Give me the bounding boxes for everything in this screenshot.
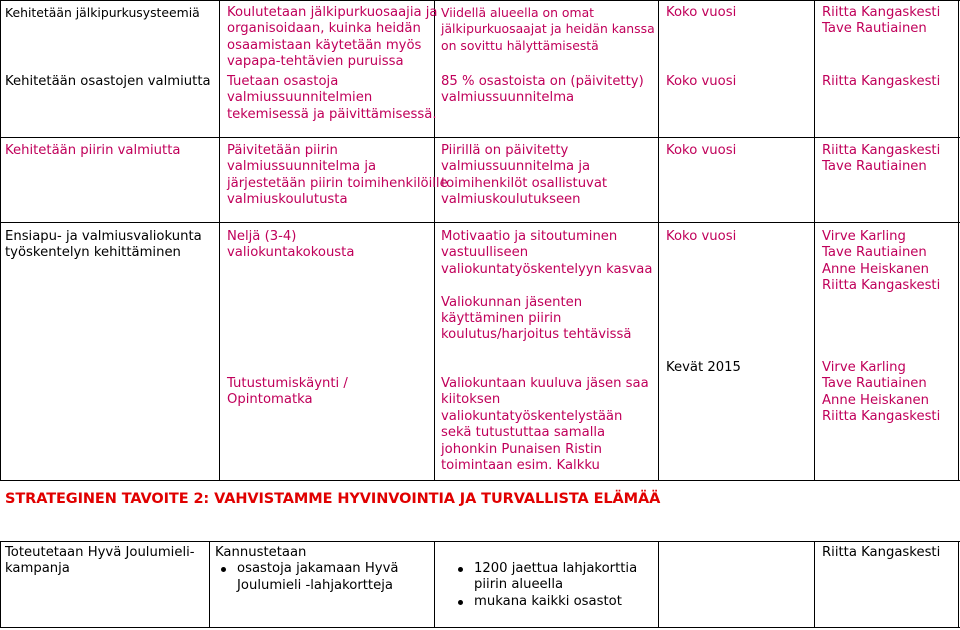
measure-cell: Motivaatio ja sitoutuminen vastuulliseen valiokuntatyöskentelyyn kasvaa Valiokunnan jäsenten käyttäminen piirin koulutus/harjoitus tehtävissä xyxy=(441,229,653,343)
column-separator xyxy=(814,541,815,628)
row-separator xyxy=(0,222,960,223)
action-cell: Koulutetaan jälkipurkuosaajia ja organisoidaan, kuinka heidän osaamistaan käytetään myös vapapa-tehtävien puruissa xyxy=(227,5,438,70)
action-cell: Neljä (3-4) valiokuntakokousta xyxy=(227,229,355,261)
goal-cell: Kehitetään jälkipurkusysteemiä xyxy=(5,5,200,20)
responsible-cell: Riitta Kangaskesti Tave Rautiainen xyxy=(822,143,941,175)
goal-cell: Kehitetään osastojen valmiutta xyxy=(5,74,211,89)
section-heading: STRATEGINEN TAVOITE 2: VAHVISTAMME HYVINVOINTIA JA TURVALLISTA ELÄMÄÄ xyxy=(5,491,661,507)
blank-line xyxy=(441,278,652,294)
action-bullet-list xyxy=(215,561,398,594)
table-border-top xyxy=(0,0,960,1)
measure-cell xyxy=(452,561,637,610)
schedule-cell: Koko vuosi xyxy=(666,5,737,20)
goal-cell: Ensiapu- ja valmiusvaliokunta työskentelyn kehittäminen xyxy=(5,229,202,261)
column-separator xyxy=(434,0,435,481)
column-separator xyxy=(209,541,210,628)
column-separator xyxy=(658,0,659,481)
measure-bullet-list xyxy=(452,561,637,610)
table-border-bottom xyxy=(0,627,960,628)
row-separator xyxy=(0,137,960,138)
schedule-cell: Koko vuosi xyxy=(666,74,737,89)
table-border-top xyxy=(0,541,960,542)
responsible-cell: Riitta Kangaskesti xyxy=(822,74,941,89)
action-cell: Kannustetaan osastoja jakamaan Hyvä Joulumieli -lahjakortteja xyxy=(215,545,399,593)
list-item: 1200 jaettua lahjakorttia piirin alueella xyxy=(452,561,637,594)
measure-cell: Valiokuntaan kuuluva jäsen saa kiitoksen valiokuntatyöskentelystään sekä tutustuttaa samalla johonkin Punaisen Ristin toimintaan esim. Kalkku xyxy=(441,376,649,474)
table-border-left xyxy=(0,541,1,628)
table-border-bottom xyxy=(0,480,960,481)
schedule-cell: Kevät 2015 xyxy=(666,360,741,375)
table-border-left xyxy=(0,0,1,481)
column-separator xyxy=(219,0,220,481)
column-separator xyxy=(658,541,659,628)
action-cell: Tutustumiskäynti / Opintomatka xyxy=(227,376,348,408)
list-item: mukana kaikki osastot xyxy=(452,594,637,610)
table-border-right xyxy=(958,0,959,481)
action-cell: Päivitetään piirin valmiussuunnitelma ja järjestetään piirin toimihenkilöille valmiuskoulutusta xyxy=(227,143,448,208)
schedule-cell: Koko vuosi xyxy=(666,143,737,158)
responsible-cell: Riitta Kangaskesti xyxy=(822,545,941,560)
table-border-right xyxy=(958,541,959,628)
column-separator xyxy=(434,541,435,628)
schedule-cell: Koko vuosi xyxy=(666,229,737,244)
list-item: osastoja jakamaan Hyvä Joulumieli -lahjakortteja xyxy=(215,561,398,594)
column-separator xyxy=(814,0,815,481)
responsible-cell: Riitta Kangaskesti Tave Rautiainen xyxy=(822,5,941,37)
goal-cell: Toteutetaan Hyvä Joulumieli- kampanja xyxy=(5,545,195,577)
goal-cell: Kehitetään piirin valmiutta xyxy=(5,143,181,158)
responsible-cell: Virve Karling Tave Rautiainen Anne Heiskanen Riitta Kangaskesti xyxy=(822,360,941,425)
measure-cell: Piirillä on päivitetty valmiussuunnitelma ja toimihenkilöt osallistuvat valmiuskoulutukseen xyxy=(441,143,608,208)
measure-cell: 85 % osastoista on (päivitetty) valmiussuunnitelma xyxy=(441,74,644,106)
action-cell: Tuetaan osastoja valmiussuunnitelmien tekemisessä ja päivittämisessä. xyxy=(227,74,437,122)
measure-cell: Viidellä alueella on omat jälkipurkuosaajat ja heidän kanssa on sovittu hälyttämisestä xyxy=(441,5,655,53)
responsible-cell: Virve Karling Tave Rautiainen Anne Heiskanen Riitta Kangaskesti xyxy=(822,229,941,294)
